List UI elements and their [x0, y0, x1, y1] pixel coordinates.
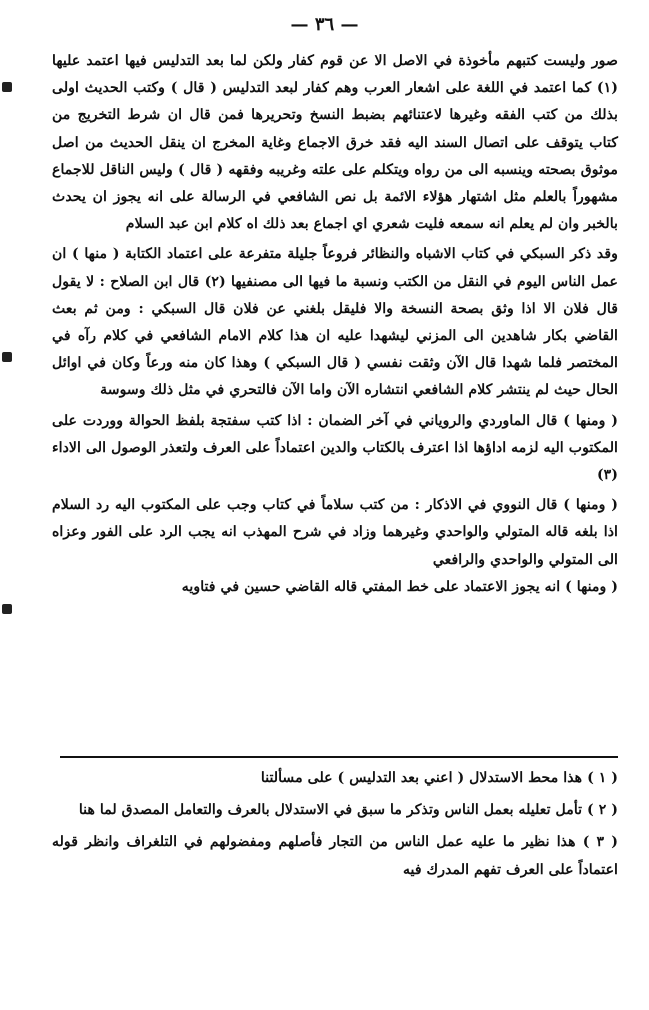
- paragraph-5: ( ومنها ) انه يجوز الاعتماد على خط المفتي قاله القاضي حسين في فتاويه: [181, 578, 618, 595]
- paragraph-2: وقد ذكر السبكي في كتاب الاشباه والنظائر فروعاً جليلة متفرعة على اعتماد الكتابة ( منها ) ان عمل الناس اليوم في النقل من الكتب ونسبة ما فيها الى مصنفيها (٢) قال ابن الصلاح : لا يقول قال فلان الا اذا وثق بصحة النسخة والا فليقل بلغني عن فلان قال السبكي : ومن ثم بعث القاضي بكار شاهدين الى المزني ليشهدا عليه ان هذا كلام الامام الشافعي في كلام رآه في المختصر فلما شهدا قال الآن وثقت نفسي ( قال السبكي ) وهذا كان منه ورعاً وكان في اوائل الحال حيث لم ينتشر كلام الشافعي انتشاره الآن واما الآن فالتحري في مثل ذلك وسوسة: [52, 246, 618, 399]
- paragraph-4: ( ومنها ) قال النووي في الاذكار : من كتب سلاماً في كتاب وجب على المكتوب اليه رد السلام اذا بلغه قاله المتولي والواحدي وغيرهما وزاد في شرح المهذب انه يجب الرد على الفور وعزاه الى المتولي والواحدي والرافعي: [52, 497, 618, 568]
- footnote-divider: [60, 756, 618, 758]
- footnote-2: ( ٢ ) تأمل تعليله بعمل الناس وتذكر ما سبق في الاستدلال بالعرف والتعامل المصدق لما هنا: [78, 802, 618, 818]
- footnote-3: ( ٣ ) هذا نظير ما عليه عمل الناس من التجار فأصلهم ومفضولهم في التلغراف وانظر قوله اعتماداً على العرف تفهم المدرك فيه: [52, 834, 618, 878]
- margin-mark: [2, 82, 12, 92]
- paragraph-1: صور وليست كتبهم مأخوذة في الاصل الا عن قوم كفار ولكن لما بعد التدليس فيها اعتمد عليها (١) كما اعتمد في اللغة على اشعار العرب وهم كفار لبعد التدليس ( قال ) وكتب الحديث اولى بذلك من كتب الفقه وغيرها لاعتنائهم بضبط النسخ وتحريرها فمن قال ان شرط التخريج من كتاب يتوقف على اتصال السند اليه فقد خرق الاجماع وغاية المخرج ان ينقل الحديث من اصل موثوق بصحته وينسبه الى من رواه ويتكلم على علته وغريبه وفقهه ( قال ) وليس الناقل للاجماع مشهوراً بالعلم مثل اشتهار هؤلاء الائمة بل نص الشافعي في الرسالة على انه يجوز ان يحدث بالخبر وان لم يعلم انه سمعه فليت شعري اي اجماع بعد ذلك اه كلام ابن عبد السلام: [52, 53, 618, 233]
- page-number: — ٣٦ —: [290, 14, 359, 35]
- main-text: [52, 48, 618, 601]
- margin-mark: [2, 604, 12, 614]
- margin-mark: [2, 352, 12, 362]
- paragraph-3: ( ومنها ) قال الماوردي والروياني في آخر الضمان : اذا كتب سفتجة بلفظ الحوالة ووردت على المكتوب اليه لزمه اداؤها اذا اعترف بالكتاب والدين اعتماداً على العرف ولتعذر الوصول الى الاداء (٣): [52, 412, 618, 484]
- footnote-1: ( ١ ) هذا محط الاستدلال ( اعني بعد التدليس ) على مسألتنا: [260, 770, 618, 786]
- footnotes: [52, 764, 618, 888]
